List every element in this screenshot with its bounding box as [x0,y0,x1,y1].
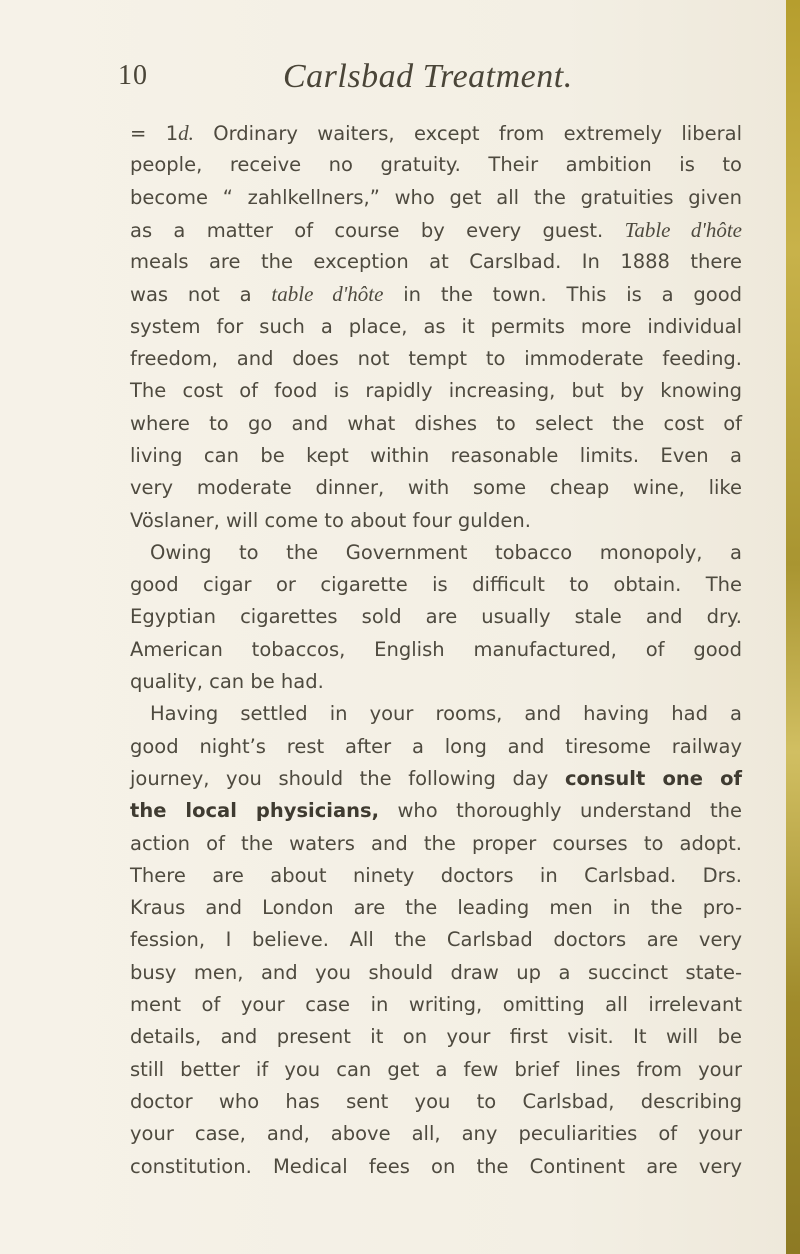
text-segment: constitution. Medical fees on the Continent are very [130,1154,742,1178]
text-segment: who thoroughly understand the [379,799,742,823]
running-title: Carlsbad Treatment. [283,58,573,95]
text-line [130,924,742,956]
text-line [130,117,742,149]
text-line [130,828,742,860]
text-segment: where to go and what dishes to select the cost of [130,411,742,435]
text-segment: doctor who has sent you to Carlsbad, describing [130,1089,742,1113]
text-line [130,957,742,989]
page-number: 10 [118,60,148,91]
text-line [130,214,742,246]
text-line [130,892,742,924]
text-segment: meals are the exception at Carslbad. In 1888 there [130,250,742,274]
text-line [130,182,742,214]
text-line [130,1086,742,1118]
text-segment: busy men, and you should draw up a succinct state- [130,960,742,984]
text-segment: American tobaccos, English manufactured, of good [130,637,742,661]
text-line [130,343,742,375]
text-line [130,666,742,698]
text-line [130,440,742,472]
text-segment: There are about ninety doctors in Carlsbad. Drs. [130,863,742,887]
text-line [130,1118,742,1150]
text-segment: very moderate dinner, with some cheap wine, like [130,476,742,500]
text-segment: Kraus and London are the leading men in the pro- [130,896,742,920]
text-segment: people, receive no gratuity. Their ambition is to [130,153,742,177]
text-line [130,731,742,763]
text-segment: freedom, and does not tempt to immoderate feeding. [130,347,742,371]
text-line [130,860,742,892]
text-segment: journey, you should the following day [130,766,565,790]
text-segment: as a matter of course by every guest. [130,218,625,242]
text-segment: your case, and, above all, any peculiarities of your [130,1122,742,1146]
text-line [130,698,742,730]
text-segment: system for such a place, as it permits more individual [130,314,742,338]
text-line [130,763,742,795]
text-line [130,311,742,343]
text-line [130,408,742,440]
text-segment: fession, I believe. All the Carlsbad doctors are very [130,928,742,952]
running-head [0,60,800,100]
text-line [130,795,742,827]
text-segment: Ordinary waiters, except from extremely liberal [193,122,742,145]
text-segment: living can be kept within reasonable limits. Even a [130,443,742,467]
text-line [130,246,742,278]
text-segment: details, and present it on your first visit. It will be [130,1025,742,1049]
text-line [130,569,742,601]
page-edge [786,0,800,1254]
text-line [130,537,742,569]
italic-text: table d'hôte [271,282,384,307]
text-segment: Vöslaner, will come to about four gulden. [130,508,531,532]
text-line [130,149,742,181]
bold-text: the local physicians, [130,799,380,823]
text-segment: become “ zahlkellners,” who get all the gratuities given [130,185,742,209]
text-line [130,505,742,537]
text-segment: was not a [130,283,272,307]
text-line [130,472,742,504]
text-line [130,1151,742,1183]
text-line [130,1021,742,1053]
body-text [130,117,742,1183]
text-segment: = 1 [130,122,179,145]
text-segment: Egyptian cigarettes sold are usually stale and dry. [130,605,742,629]
text-segment: ment of your case in writing, omitting all irrelevant [130,993,742,1017]
text-segment: good cigar or cigarette is difficult to obtain. The [130,573,742,597]
text-line [130,601,742,633]
text-segment: in the town. This is a good [383,283,742,307]
text-segment: still better if you can get a few brief lines from your [130,1057,742,1081]
text-line [130,989,742,1021]
text-segment: The cost of food is rapidly increasing, but by knowing [130,379,742,403]
text-segment: Owing to the Government tobacco monopoly, a [150,540,742,564]
text-line [130,278,742,310]
text-segment: Having settled in your rooms, and having had a [150,702,742,726]
text-segment: action of the waters and the proper courses to adopt. [130,831,742,855]
text-line [130,375,742,407]
text-line [130,634,742,666]
italic-text: Table d'hôte [624,217,742,242]
text-segment: good night’s rest after a long and tiresome railway [130,734,742,758]
bold-text: consult one of [564,766,742,790]
italic-text: d. [178,121,194,145]
text-segment: quality, can be had. [130,670,324,694]
text-line [130,1054,742,1086]
